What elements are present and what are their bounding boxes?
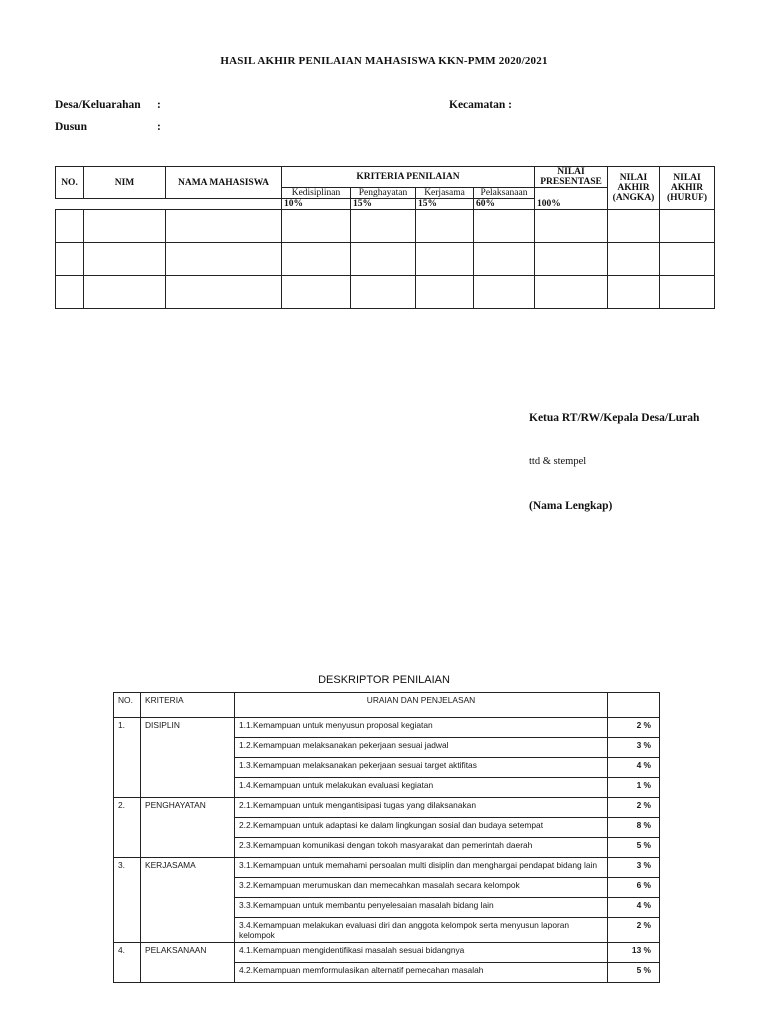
descriptor-row: [114, 778, 660, 798]
descriptor-row: [114, 838, 660, 858]
descriptor-uraian: 1.3.Kemampuan melaksanakan pekerjaan sesuai target aktifitas: [235, 758, 608, 778]
dusun-label: Dusun: [55, 121, 87, 133]
descriptor-uraian: 1.4.Kemampuan untuk melakukan evaluasi kegiatan: [235, 778, 608, 798]
weight-penghayatan: 15%: [351, 199, 416, 210]
descriptor-pct: 3 %: [608, 738, 660, 758]
descriptor-kriteria: [141, 758, 235, 778]
descriptor-no: [114, 818, 141, 838]
descriptor-pct: 5 %: [608, 838, 660, 858]
desa-colon: :: [157, 99, 161, 111]
descriptor-no: [114, 738, 141, 758]
descriptor-pct: 2 %: [608, 798, 660, 818]
descriptor-pct: 4 %: [608, 758, 660, 778]
signature-name: (Nama Lengkap): [529, 500, 613, 512]
descriptor-pct: 5 %: [608, 963, 660, 983]
descriptor-kriteria: [141, 838, 235, 858]
descriptor-header-kriteria: KRITERIA: [141, 693, 235, 718]
presentase-weight: 100%: [535, 188, 608, 210]
descriptor-row: [114, 963, 660, 983]
descriptor-kriteria: KERJASAMA: [141, 858, 235, 878]
header-nilai-akhir-huruf: NILAI AKHIR (HURUF): [660, 167, 715, 210]
descriptor-uraian: 2.1.Kemampuan untuk mengantisipasi tugas yang dilaksanakan: [235, 798, 608, 818]
header-nilai-presentase: NILAI PRESENTASE: [535, 167, 608, 188]
header-nama: NAMA MAHASISWA: [166, 167, 282, 199]
header-no: NO.: [56, 167, 84, 199]
descriptor-row: [114, 718, 660, 738]
descriptor-uraian: 4.2.Kemampuan memformulasikan alternatif pemecahan masalah: [235, 963, 608, 983]
descriptor-kriteria: [141, 878, 235, 898]
table-row: [56, 243, 715, 276]
weight-kerjasama: 15%: [416, 199, 474, 210]
descriptor-kriteria: [141, 918, 235, 943]
descriptor-kriteria: [141, 818, 235, 838]
descriptor-no: [114, 758, 141, 778]
descriptor-kriteria: PELAKSANAAN: [141, 943, 235, 963]
descriptor-no: [114, 778, 141, 798]
descriptor-header-no: NO.: [114, 693, 141, 718]
descriptor-kriteria: [141, 898, 235, 918]
document-title: HASIL AKHIR PENILAIAN MAHASISWA KKN-PMM 2020/2021: [220, 55, 548, 67]
table-row: [56, 276, 715, 309]
descriptor-row: [114, 918, 660, 943]
descriptor-row: [114, 758, 660, 778]
header-nilai-akhir-angka: NILAI AKHIR (ANGKA): [608, 167, 660, 210]
descriptor-uraian: 3.1.Kemampuan untuk memahami persoalan multi disiplin dan menghargai pendapat bidang lain: [235, 858, 608, 878]
descriptor-kriteria: [141, 738, 235, 758]
descriptor-pct: 2 %: [608, 918, 660, 943]
criteria-kedisiplinan: Kedisiplinan: [282, 188, 351, 199]
descriptor-no: 3.: [114, 858, 141, 878]
criteria-pelaksanaan: Pelaksanaan: [474, 188, 535, 199]
descriptor-kriteria: DISIPLIN: [141, 718, 235, 738]
descriptor-uraian: 4.1.Kemampuan mengidentifikasi masalah sesuai bidangnya: [235, 943, 608, 963]
descriptor-uraian: 1.2.Kemampuan melaksanakan pekerjaan sesuai jadwal: [235, 738, 608, 758]
descriptor-no: 4.: [114, 943, 141, 963]
score-table: [55, 166, 715, 309]
descriptor-no: [114, 838, 141, 858]
signature-role: Ketua RT/RW/Kepala Desa/Lurah: [529, 412, 700, 424]
descriptor-pct: 6 %: [608, 878, 660, 898]
descriptor-no: [114, 963, 141, 983]
descriptor-row: [114, 943, 660, 963]
descriptor-row: [114, 858, 660, 878]
table-row: [56, 210, 715, 243]
header-nim: NIM: [84, 167, 166, 199]
descriptor-uraian: 3.4.Kemampuan melakukan evaluasi diri dan anggota kelompok serta menyusun laporan kelompok: [235, 918, 608, 943]
kecamatan-label: Kecamatan :: [449, 99, 512, 111]
descriptor-uraian: 1.1.Kemampuan untuk menyusun proposal kegiatan: [235, 718, 608, 738]
descriptor-pct: 13 %: [608, 943, 660, 963]
descriptor-pct: 3 %: [608, 858, 660, 878]
weight-pelaksanaan: 60%: [474, 199, 535, 210]
descriptor-uraian: 3.3.Kemampuan untuk membantu penyelesaian masalah bidang lain: [235, 898, 608, 918]
header-kriteria: KRITERIA PENILAIAN: [282, 167, 535, 188]
signature-stamp: ttd & stempel: [529, 456, 587, 467]
descriptor-pct: 8 %: [608, 818, 660, 838]
descriptor-uraian: 2.2.Kemampuan untuk adaptasi ke dalam lingkungan sosial dan budaya setempat: [235, 818, 608, 838]
criteria-kerjasama: Kerjasama: [416, 188, 474, 199]
descriptor-kriteria: [141, 963, 235, 983]
weight-kedisiplinan: 10%: [282, 199, 351, 210]
descriptor-header-uraian: URAIAN DAN PENJELASAN: [235, 693, 608, 718]
descriptor-pct: 1 %: [608, 778, 660, 798]
descriptor-uraian: 2.3.Kemampuan komunikasi dengan tokoh masyarakat dan pemerintah daerah: [235, 838, 608, 858]
descriptor-pct: 4 %: [608, 898, 660, 918]
descriptor-no: [114, 898, 141, 918]
descriptor-no: [114, 878, 141, 898]
descriptor-kriteria: [141, 778, 235, 798]
descriptor-row: [114, 898, 660, 918]
dusun-colon: :: [157, 121, 161, 133]
descriptor-row: [114, 818, 660, 838]
descriptor-row: [114, 738, 660, 758]
descriptor-pct: 2 %: [608, 718, 660, 738]
descriptor-no: [114, 918, 141, 943]
descriptor-no: 2.: [114, 798, 141, 818]
descriptor-row: [114, 878, 660, 898]
descriptor-row: [114, 798, 660, 818]
descriptor-no: 1.: [114, 718, 141, 738]
descriptor-kriteria: PENGHAYATAN: [141, 798, 235, 818]
desa-label: Desa/Keluarahan: [55, 99, 141, 111]
descriptor-title: DESKRIPTOR PENILAIAN: [318, 674, 450, 686]
descriptor-table: [113, 692, 660, 983]
criteria-penghayatan: Penghayatan: [351, 188, 416, 199]
descriptor-uraian: 3.2.Kemampuan merumuskan dan memecahkan masalah secara kelompok: [235, 878, 608, 898]
